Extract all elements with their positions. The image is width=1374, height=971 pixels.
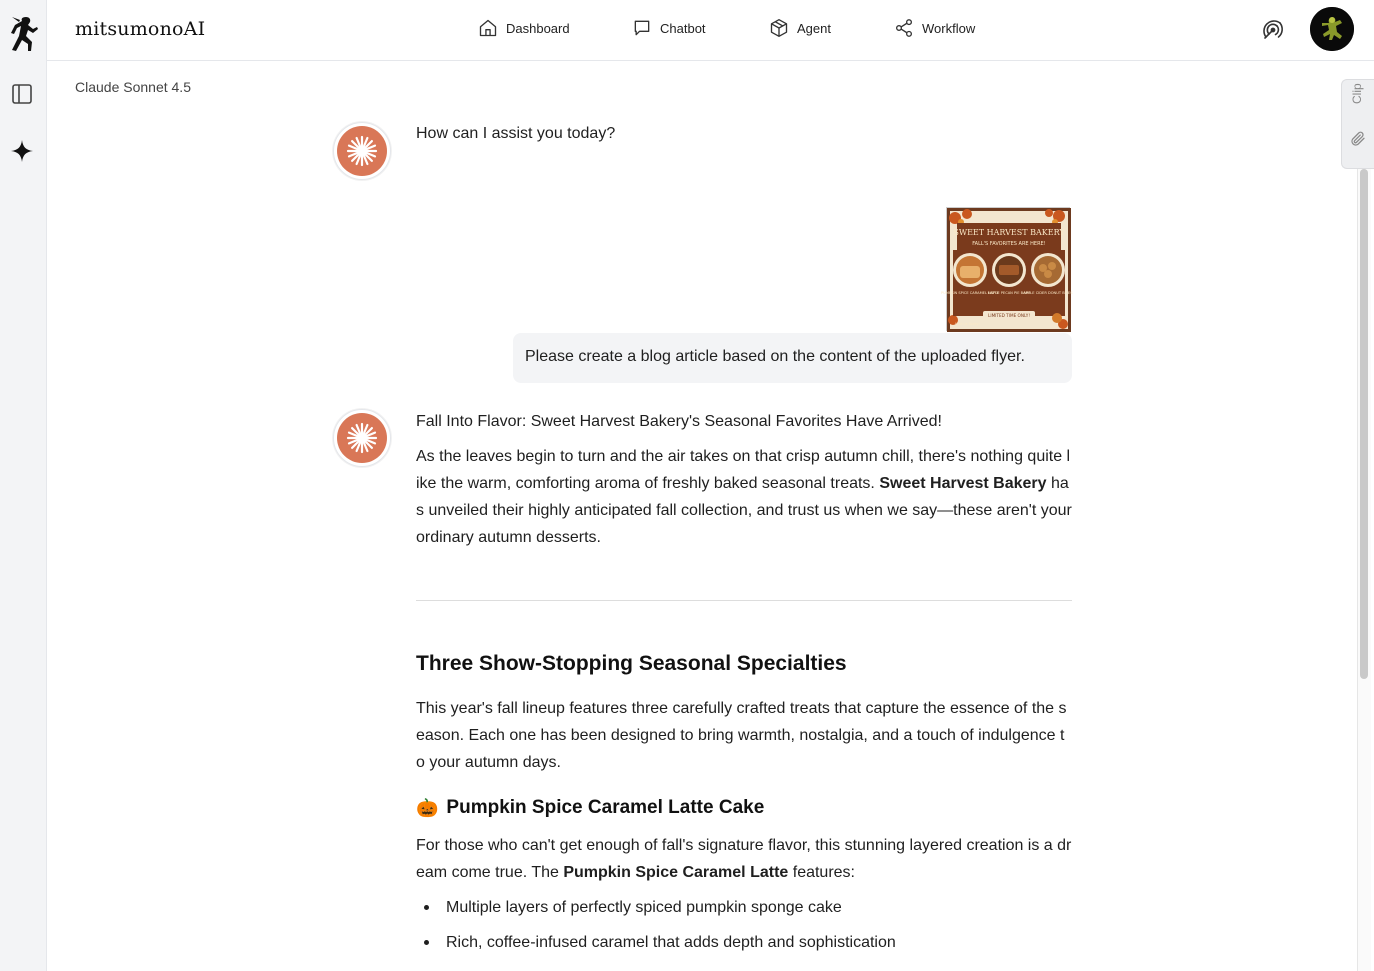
list-item: Multiple layers of perfectly spiced pumpkin sponge cake (416, 894, 1072, 921)
user-message-text: Please create a blog article based on the content of the uploaded flyer. (525, 348, 1025, 365)
article-paragraph-bold: Pumpkin Spice Caramel Latte (563, 864, 789, 881)
nav-dashboard-label: Dashboard (506, 20, 570, 36)
nav-chatbot[interactable] (632, 18, 706, 38)
article-subheading-text: Pumpkin Spice Caramel Latte Cake (446, 797, 765, 818)
assistant-article (416, 408, 1072, 964)
flyer-subtitle: FALL'S FAVORITES ARE HERE! (972, 241, 1046, 247)
article-intro-text-end: has unveiled their highly anticipated fall collection, and trust us when we say—these aren't your ordinary autumn desserts. (416, 475, 1072, 546)
flyer-footer: Visit Us Today! (955, 322, 980, 326)
clip-tab[interactable] (1341, 79, 1374, 169)
left-rail (0, 0, 47, 971)
claude-burst-icon (345, 421, 379, 455)
assistant-avatar (333, 409, 391, 467)
nav-dashboard[interactable] (478, 18, 570, 38)
nav-chatbot-label: Chatbot (660, 20, 706, 36)
article-bullet-list (416, 894, 1072, 956)
flyer-title: SWEET HARVEST BAKERY (953, 228, 1065, 237)
uploaded-flyer-image[interactable] (941, 207, 1073, 331)
flyer-item-1: PUMPKIN SPICE CARAMEL LATTE (941, 291, 999, 295)
chat-bubble-icon (632, 18, 652, 38)
scrollbar-thumb[interactable] (1360, 169, 1368, 679)
pumpkin-icon: 🎃 (416, 798, 439, 818)
sparkle-icon[interactable] (10, 139, 34, 163)
nav-agent[interactable] (769, 18, 831, 38)
article-paragraph-text-end: features: (788, 864, 855, 881)
flyer-item-2: MAPLE PECAN PIE BARS (987, 291, 1031, 295)
nav-workflow-label: Workflow (922, 20, 976, 36)
article-paragraph-text: For those who can't get enough of fall's signature flavor, this stunning layered creation is a dream come true. The (416, 837, 1072, 881)
flyer-item-3: APPLE CIDER DONUT BITES (1023, 291, 1073, 295)
user-message-bubble (513, 333, 1072, 383)
paperclip-icon (1349, 130, 1367, 148)
article-intro-bold: Sweet Harvest Bakery (879, 475, 1047, 492)
article-divider (416, 600, 1072, 601)
article-intro (416, 443, 1072, 551)
article-subheading (416, 795, 1072, 821)
top-header (47, 0, 1374, 61)
article-paragraph (416, 832, 1072, 886)
claude-burst-icon (345, 134, 379, 168)
ninja-logo-icon[interactable] (6, 14, 40, 54)
assistant-avatar (333, 122, 391, 180)
brand-name: mitsumonoAI (75, 18, 206, 40)
nav-workflow[interactable] (894, 18, 975, 38)
share-nodes-icon (894, 18, 914, 38)
article-lineup: This year's fall lineup features three carefully crafted treats that capture the essence of the season. Each one has been designed to bring warmth, nostalgia, and a touch of indulgence to your autumn days. (416, 700, 1067, 771)
article-section-heading: Three Show-Stopping Seasonal Specialties (416, 652, 847, 675)
user-avatar[interactable] (1310, 7, 1354, 51)
model-name[interactable]: Claude Sonnet 4.5 (75, 79, 191, 95)
nav-agent-label: Agent (797, 20, 831, 36)
broadcast-icon[interactable] (1261, 18, 1285, 42)
avatar-figure-icon (1310, 7, 1354, 51)
home-icon (478, 18, 498, 38)
article-intro-text: As the leaves begin to turn and the air takes on that crisp autumn chill, there's nothing quite like the warm, comforting aroma of freshly baked seasonal treats. (416, 448, 1071, 492)
cube-icon (769, 18, 789, 38)
assistant-greeting: How can I assist you today? (416, 125, 616, 142)
list-item: Rich, coffee-infused caramel that adds depth and sophistication (416, 929, 1072, 956)
clip-label: Clip (1350, 83, 1364, 104)
flyer-badge: LIMITED TIME ONLY! (988, 313, 1030, 318)
article-title: Fall Into Flavor: Sweet Harvest Bakery's Seasonal Favorites Have Arrived! (416, 413, 942, 430)
sidebar-toggle-icon[interactable] (10, 82, 34, 106)
